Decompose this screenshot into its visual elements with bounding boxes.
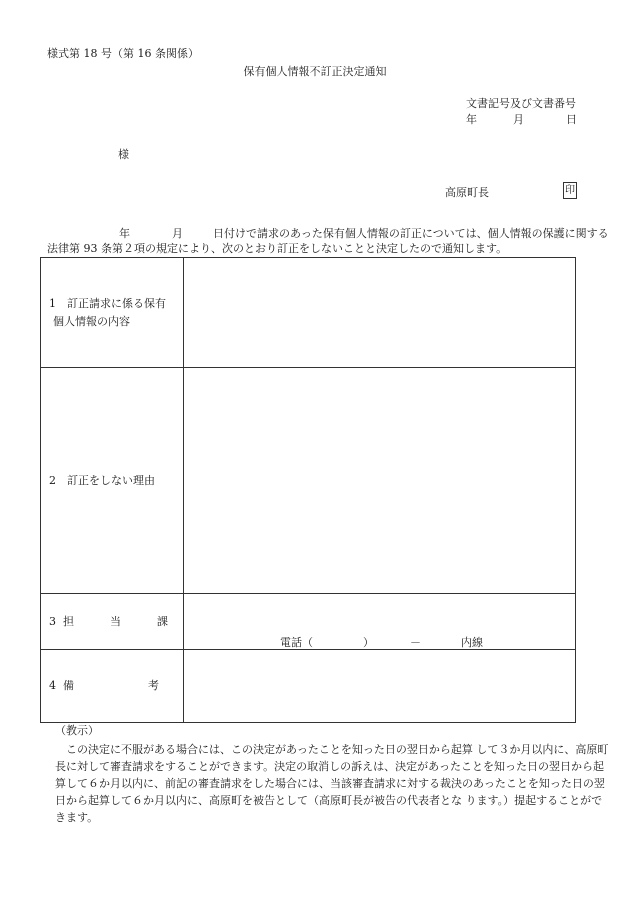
label-department-c2: 当 xyxy=(110,614,121,628)
table-row-content xyxy=(41,258,576,368)
body-year: 年 xyxy=(119,227,130,240)
field-remarks[interactable] xyxy=(184,650,576,723)
field-reason[interactable] xyxy=(184,368,576,594)
seal-mark: 印 xyxy=(563,182,577,199)
form-table xyxy=(40,257,576,723)
document-title: 保有個人情報不訂正決定通知 xyxy=(243,65,387,78)
notice-body xyxy=(55,741,609,826)
phone-label: 電話（ xyxy=(280,636,313,649)
label-remarks-c1: 備 xyxy=(63,679,74,693)
date-day: 日 xyxy=(566,113,577,126)
recipient-suffix: 様 xyxy=(118,148,129,161)
table-row-department xyxy=(41,594,576,650)
table-row-remarks xyxy=(41,650,576,723)
body-line-1 xyxy=(47,226,609,241)
body-line-2: 法律第 93 条第２項の規定により、次のとおり訂正をしないことと決定したので通知します。 xyxy=(47,242,508,255)
label-content xyxy=(41,258,184,368)
label-department xyxy=(41,594,184,650)
issuer-name: 高原町長 xyxy=(445,186,489,199)
label-content-line2: 個人情報の内容 xyxy=(53,314,130,328)
field-department[interactable] xyxy=(184,594,576,650)
phone-line xyxy=(280,636,483,649)
label-remarks xyxy=(41,650,184,723)
body-month: 月 xyxy=(172,227,183,240)
label-reason: 2 訂正をしない理由 xyxy=(41,368,184,594)
label-content-line1: 1 訂正請求に係る保有 xyxy=(49,296,166,310)
notice-title: （教示） xyxy=(55,724,99,737)
body-line1-rest: 日付けで請求のあった保有個人情報の訂正については、個人情報の保護に関する xyxy=(213,227,609,240)
label-remarks-num: 4 xyxy=(49,679,56,693)
notice-line-5: きます。 xyxy=(55,811,99,824)
form-number: 様式第 18 号（第 16 条関係） xyxy=(47,47,199,60)
field-content[interactable] xyxy=(184,258,576,368)
label-department-num: 3 xyxy=(49,614,56,628)
label-remarks-c2: 考 xyxy=(148,679,159,693)
date-line xyxy=(466,113,577,126)
phone-dash: － xyxy=(410,636,421,649)
phone-extension: 内線 xyxy=(461,636,483,649)
date-year: 年 xyxy=(466,113,477,126)
table-row-reason xyxy=(41,368,576,594)
phone-close: ） xyxy=(363,636,374,649)
notice-line-4: 日から起算して６か月以内に、高原町を被告として（高原町長が被告の代表者とな ります。）提起することがで xyxy=(55,794,603,807)
label-department-c1: 担 xyxy=(63,614,74,628)
notice-line-1: この決定に不服がある場合には、この決定があったことを知った日の翌日から起算 して３か月以内に、高原町 xyxy=(66,743,609,756)
label-department-c3: 課 xyxy=(157,614,168,628)
notification-body xyxy=(47,226,609,256)
date-month: 月 xyxy=(513,113,524,126)
document-code-label: 文書記号及び文書番号 xyxy=(466,97,576,110)
notice-line-3: 算して６か月以内に、前記の審査請求をした場合には、当該審査請求に対する裁決のあったことを知った日の翌 xyxy=(55,777,605,790)
notice-line-2: 長に対して審査請求をすることができます。決定の取消しの訴えは、決定があったことを知った日の翌日から起 xyxy=(55,760,605,773)
